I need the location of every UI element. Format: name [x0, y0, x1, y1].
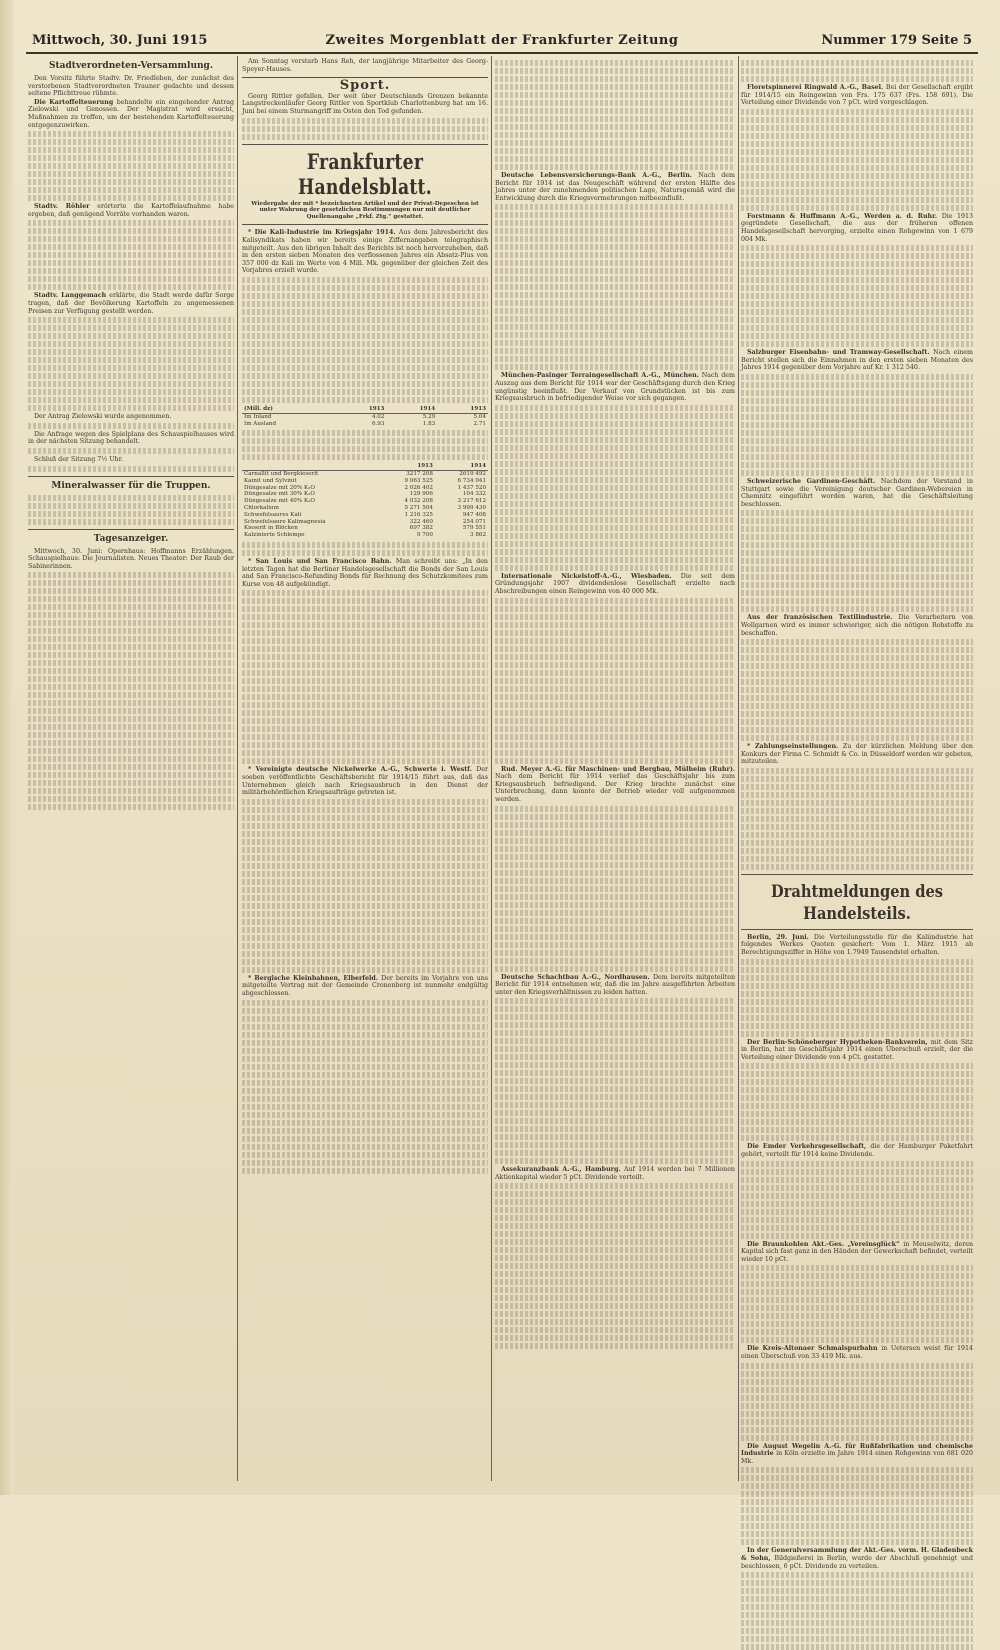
- table-header-cell: 1913: [336, 406, 387, 413]
- table-row: [242, 505, 488, 512]
- article-paragraph: [242, 766, 488, 796]
- article-title: * Die Kali-Industrie im Kriegsjahr 1914.: [248, 229, 399, 237]
- article-title: Schweizerische Gardinen-Geschäft.: [747, 477, 881, 485]
- text-block: [28, 572, 234, 810]
- table-row: [242, 478, 488, 485]
- article-paragraph: [495, 974, 735, 997]
- article-title: In der Generalversammlung der Akt.-Ges. vorm. H. Gladenbeck & Sohn,: [741, 1547, 973, 1562]
- paragraph: Den Vorsitz führte Stadtv. Dr. Friedleben, der zunächst des verstorbenen Stadtverordneten Trauner gedachte und dessen seltene Pflichttreue rühmte.: [28, 75, 234, 98]
- note-paragraph: Der Antrag Zielowski wurde angenommen.: [34, 413, 172, 421]
- section-heading: Tagesanzeiger.: [93, 533, 169, 544]
- article-text: Dem bereits mitgeteilten Bericht für 1914 entnehmen wir, daß die im Jahre ausgeführten Arbeiten unter den Kriegsverhältnissen zu leiden hatten.: [495, 973, 736, 996]
- table-cell: 3 999 430: [457, 505, 486, 512]
- page-spine-shadow: [0, 0, 14, 1495]
- table-cell: 3 217 612: [457, 498, 486, 505]
- table-row: [242, 525, 488, 532]
- table-cell: Schwefelsaure Kalimagnesia: [244, 518, 326, 525]
- article-paragraph: [495, 172, 735, 202]
- table-row: [242, 532, 488, 539]
- table-cell: 2 026 402: [404, 484, 433, 491]
- table-cell: 6.93: [371, 420, 385, 427]
- handelsblatt-masthead: Frankfurter Handelsblatt.: [297, 148, 433, 199]
- article-paragraph: [741, 478, 973, 508]
- article-title: * Vereinigte deutsche Nickelwerke A.-G., Schwerte i. Westf.: [248, 766, 477, 774]
- table-row: [242, 491, 488, 498]
- article-text: Die seit dem Gründungsjahr 1907 dividendenlose Gesellschaft erzielte nach Abschreibungen einen Reingewinn von 40 000 Mk.: [495, 572, 735, 595]
- article-text: Der soeben veröffentlichte Geschäftsbericht für 1914/15 führt aus, daß das Unternehmen gleich nach Kriegsausbruch in den Dienst der militärbehördlichen Kriegsaufträge getreten ist.: [242, 766, 488, 797]
- article-text: mit dem Sitz in Berlin, hat im Geschäftsjahr 1914 einen Überschuß erzielt, der die Verteilung einer Dividende von 4 pCt. gestattet.: [741, 1038, 973, 1061]
- column-divider: [237, 56, 238, 1481]
- table-cell: Düngesalze mit 30% K₂O: [244, 491, 315, 498]
- article-title: Floretspinnerei Ringwald A.-G., Basel.: [747, 84, 886, 91]
- wire-list: [741, 934, 973, 1650]
- article-title: Internationale Nickelstoff-A.-G., Wiesbaden.: [501, 572, 681, 580]
- table-cell: 129 906: [409, 491, 433, 498]
- article-title: * Bergische Kleinbahnen, Elberfeld.: [248, 974, 382, 982]
- table-cell: Düngesalze mit 20% K₂O: [244, 484, 315, 491]
- article-title: Forstmann & Huffmann A.-G., Werden a. d. Ruhr.: [747, 212, 942, 220]
- article-paragraph: [495, 573, 735, 596]
- article-list: [741, 60, 973, 870]
- column-divider: [738, 56, 739, 1481]
- speaker-label: Die Kartoffelteuerung: [34, 98, 117, 106]
- article-paragraph: [242, 229, 488, 275]
- table-row: [242, 413, 488, 420]
- column-4: [741, 58, 974, 1570]
- note-paragraph: Die Anfrage wegen des Spielplans des Schauspielhauses wird in der nächsten Sitzung behandelt.: [28, 430, 234, 446]
- article-paragraph: [741, 1241, 973, 1264]
- table-header-cell: 1913: [437, 406, 488, 413]
- article-paragraph: [741, 213, 973, 243]
- article-text: Aus dem Jahresbericht des Kalisyndikats haben wir bereits einige Ziffernangaben telegraphisch mitgeteilt. Aus den übrigen Inhalt des Berichts ist noch hervorzuheben, daß in den ersten sieben Monaten des verflossenen Jahres ein Absatz-Plus von 357 000 dz Kali im Werte von 4 Mill. Mk. gegenüber der gleichen Zeit des Vorjahres erzielt wurde.: [242, 229, 488, 275]
- table-header-cell: 1914: [435, 463, 488, 470]
- article-text: Zu der kürzlichen Meldung über den Konkurs der Firma C. Schmidt & Co. in Düsseldorf werden wir gebeten, mitzuteilen.: [741, 743, 973, 766]
- article-title: Assekuranzbank A.-G., Hamburg.: [501, 1166, 624, 1174]
- article-paragraph: [28, 292, 234, 315]
- column-3: [495, 58, 735, 1478]
- table-cell: 322 460: [409, 518, 433, 525]
- article-paragraph: [741, 614, 973, 637]
- table-cell: 3 862: [469, 532, 486, 539]
- table-cell: 2.71: [473, 420, 486, 427]
- table-header-cell: 1914: [386, 406, 437, 413]
- article-text: die der Hamburger Paketfahrt gehört, verteilt für 1914 keine Dividende.: [741, 1143, 973, 1159]
- article-text: Die Verteilungsstelle für die Kaliindustrie hat folgendes Werkes Quoten gesichert: Vom 1. März 1915 ab Berechtigungsziffer in Höhe von 1.7949 Tausendstel erhalten.: [741, 933, 973, 957]
- table-cell: 1.83: [422, 420, 436, 427]
- table-cell: 4.02: [371, 413, 385, 420]
- article-text: Nach dem Bericht für 1914 ist das Neugeschäft während der ersten Hälfte des Jahres unter der zunehmenden politischen Lage, Natursgemäß wird die Entwicklung durch die Kriegsvermehrungen mitbeeinflußt.: [495, 172, 735, 202]
- article-paragraph: [741, 349, 973, 372]
- article-list: [28, 99, 234, 387]
- article-text: Nach einem Bericht stellen sich die Einnahmen in den ersten sieben Monaten des Jahres 1914 gegenüber dem Vorjahre auf Kr. 1 312 540.: [741, 349, 973, 372]
- article-paragraph: [741, 1039, 973, 1062]
- agenda-text: Mittwoch, 30. Juni: Opernhaus: Hoffmanns Erzählungen. Schauspielhaus: Die Journalisten. Neues Theater: Der Raub der Sabinerinnen.: [28, 547, 234, 570]
- table-cell: 697 382: [409, 525, 433, 532]
- article-paragraph: [741, 84, 973, 107]
- table-header-cell: [242, 463, 382, 470]
- table-cell: Carnallit und Bergkieserit: [244, 471, 319, 478]
- reprint-notice: Wiedergabe der mit * bezeichneten Artikel und der Privat-Depeschen ist unter Wahrung der gesetzlichen Bestimmungen nur mit deutlicher Quellenangabe „Frkf. Ztg.“ gestattet.: [251, 200, 479, 220]
- table-cell: 4 032 208: [404, 498, 433, 505]
- article-title: Die Emder Verkehrsgesellschaft,: [747, 1143, 871, 1151]
- article-text: Auf 1914 werden bei 7 Millionen Aktienkapital wieder 5 pCt. Dividende verteilt.: [495, 1166, 735, 1181]
- table-cell: Kalzinierte Schlempe: [244, 532, 305, 539]
- table-cell: 947 408: [462, 511, 486, 518]
- article-paragraph: [495, 766, 735, 804]
- table-cell: 9 700: [416, 532, 433, 539]
- table-cell: Kainit und Sylvinit: [244, 477, 297, 484]
- table-cell: 254 071: [462, 518, 486, 525]
- article-text: Bildgießerei in Berlin, wurde der Abschluß genehmigt und beschlossen, 6 pCt. Dividende zu verteilen.: [741, 1554, 973, 1570]
- table-cell: Im Inland: [244, 413, 272, 420]
- table-cell: 1 216 325: [404, 511, 433, 518]
- kali-products-table: [242, 463, 488, 539]
- table-cell: 5.04: [473, 413, 486, 420]
- speaker-label: Stadtv. Röhler: [34, 203, 98, 211]
- article-list: [242, 542, 488, 1174]
- table-row: [242, 519, 488, 526]
- article-paragraph: [741, 1345, 973, 1360]
- article-text: Nach dem Auszug aus dem Bericht für 1914 war der Geschäftsgang durch den Krieg ungünstig beeinflußt. Der Verkauf von Grundstücken ist bis zum Kriegsausbruch in befriedigender Weise vor sich gegangen.: [495, 372, 735, 403]
- article-paragraph: [242, 558, 488, 588]
- article-title: Die August Wegelin A.-G. für Rußfabrikation und chemische Industrie: [741, 1442, 973, 1458]
- section-heading: Stadtverordneten-Versammlung.: [49, 61, 213, 71]
- header-date: Mittwoch, 30. Juni 1915: [32, 33, 208, 48]
- table-row: [242, 471, 488, 478]
- article-text: Nachdem der Vorstand in Stuttgart sowie die Vereinigung deutscher Gardinen-Webereien in Chemnitz eingeführt worden waren, hat die Geschäftsleitung beschlossen.: [741, 477, 974, 508]
- column-1: [28, 58, 234, 1478]
- article-text: Man schreibt uns: „In den letzten Tagen hat die Berliner Handelsgesellschaft die Bonds der San Louis and San Francisco-Refunding Bonds für Rechnung des Schutzkomitees zum Kurse von 48 aufgekündigt.: [242, 558, 488, 588]
- article-text: Nach dem Bericht für 1914 verlief das Geschäftsjahr bis zum Kriegsausbruch befriedigend. Der Krieg brachte zunächst eine Unterbrechung, dann konnte der Betrieb wieder voll aufgenommen werden.: [495, 773, 735, 803]
- table-cell: 9 063 525: [404, 477, 433, 484]
- table-row: [242, 485, 488, 492]
- article-paragraph: [495, 1166, 735, 1181]
- article-title: München-Pasinger Terraingesellschaft A.-G., München.: [501, 372, 702, 380]
- article-title: Berlin, 29. Juni.: [747, 933, 814, 941]
- table-cell: 104 332: [462, 491, 486, 498]
- table-cell: Düngesalze mit 40% K₂O: [244, 498, 315, 505]
- paragraph-text: erklärte, die Stadt werde dafür Sorge tragen, daß der Bevölkerung Kartoffeln zu angemessenen Preisen zur Verfügung gestellt werden.: [28, 292, 234, 315]
- table-cell: 5 271 504: [404, 505, 433, 512]
- article-paragraph: [741, 1143, 973, 1158]
- article-list: [495, 60, 735, 1349]
- article-text: Die 1913 gegründete Gesellschaft, die aus der früheren offenen Handelsgesellschaft hervorging, erzielte einen Rohgewinn von 1 679 004 Mk.: [741, 212, 973, 243]
- table-cell: Chlorkalium: [244, 505, 279, 512]
- table-row: [242, 421, 488, 428]
- article-title: Die Kreis-Altonaer Schmalspurbahn: [747, 1345, 882, 1353]
- article: [242, 229, 488, 403]
- article-paragraph: [28, 99, 234, 129]
- article-title: * Zahlungseinstellungen.: [747, 743, 843, 751]
- article-text: Bei der Gesellschaft ergibt für 1914/15 ein Reingewinn von Frs. 175 637 (Frs. 158 691). Die Verteilung einer Dividende von 7 pCt. wird vorgeschlagen.: [741, 84, 973, 107]
- article-title: * San Louis und San Francisco Bahn.: [248, 558, 396, 566]
- table-cell: 1 437 520: [457, 484, 486, 491]
- header-page-number: Nummer 179 Seite 5: [821, 33, 972, 48]
- article-paragraph: [741, 743, 973, 766]
- table-row: [242, 498, 488, 505]
- kali-table: [242, 406, 488, 427]
- article-text: Die Verarbeitern von Wollgarnen wird es immer schwieriger, sich die nötigen Rohstoffe zu beschaffen.: [741, 614, 973, 637]
- paragraph-text: erörterte die Kartoffelaufnahme habe ergeben, daß genügend Vorräte vorhanden waren.: [28, 203, 234, 218]
- article-title: Salzburger Eisenbahn- und Tramway-Gesellschaft.: [747, 349, 934, 357]
- article-title: Deutsche Schachtbau A.-G., Nordhausen.: [501, 973, 653, 981]
- table-cell: 579 551: [462, 525, 486, 532]
- article-text: in Köln erzielte im Jahre 1914 einen Rohgewinn von 681 020 Mk.: [741, 1450, 973, 1465]
- paragraph: Georg Rittler gefallen. Der weit über Deutschlands Grenzen bekannte Langstreckenläufer Georg Rittler von Sportklub Charlottenburg hat am 16. Juni bei einem Sturmangriff im Osten den Tod gefunden.: [242, 92, 488, 115]
- page-header: [26, 30, 978, 54]
- section-heading: Mineralwasser für die Truppen.: [51, 480, 211, 491]
- article-title: Die Braunkohlen Akt.-Ges. „Vereinsglück“: [747, 1240, 904, 1248]
- speaker-label: Stadtv. Langgemach: [34, 292, 110, 300]
- article-title: Aus der französischen Textilindustrie.: [747, 614, 899, 622]
- table-header-cell: (Mill. dz): [242, 406, 336, 413]
- article-paragraph: [741, 1547, 973, 1570]
- paragraph-text: behandelte ein eingehender Antrag Zielowski und Genossen. Der Magistrat wird ersucht, Maßnahmen zu treffen, um der bestehenden Kartoffelteuerung entgegenzuwirken.: [28, 98, 234, 129]
- table-header-cell: 1913: [382, 463, 435, 470]
- article-paragraph: [28, 203, 234, 218]
- article-text: in Uetersen weist für 1914 einen Überschuß von 33 419 Mk. aus.: [741, 1345, 974, 1360]
- article-text: in Meuselwitz, deren Kapital sich fast ganz in den Händen der Gewerkschaft befindet, verteilt wieder 10 pCt.: [741, 1240, 974, 1263]
- article-text: Der bereits im Vorjahre von uns mitgeteilte Vertrag mit der Gemeinde Cronenberg ist nunmehr endgültig abgeschlossen.: [242, 974, 488, 997]
- table-cell: 6 734 041: [457, 477, 486, 484]
- table-cell: 5.29: [422, 413, 436, 420]
- note-paragraph: Schluß der Sitzung 7½ Uhr.: [34, 455, 124, 463]
- article-paragraph: [495, 372, 735, 402]
- column-divider: [491, 56, 492, 1481]
- drahtmeldungen-heading: Drahtmeldungen des Handelsteils.: [770, 881, 944, 924]
- table-cell: 3217 208: [406, 471, 433, 478]
- header-title: Zweites Morgenblatt der Frankfurter Zeitung: [325, 33, 679, 48]
- article-paragraph: [741, 934, 973, 957]
- sport-heading: Sport.: [339, 78, 391, 94]
- article-title: Rud. Meyer A.-G. für Maschinen- und Bergbau, Mülheim (Ruhr).: [501, 765, 735, 773]
- table-cell: 2619 492: [459, 471, 486, 478]
- table-cell: Kieserit in Blöcken: [244, 525, 298, 532]
- notes-list: [28, 413, 234, 471]
- table-row: [242, 512, 488, 519]
- table-cell: Schwefelsaures Kali: [244, 511, 302, 518]
- paragraph: Am Sonntag verstarb Hans Reh, der langjährige Mitarbeiter des Georg-Speyer-Hauses.: [242, 58, 488, 73]
- table-cell: Im Ausland: [244, 420, 277, 427]
- article-paragraph: [741, 1443, 973, 1466]
- article-title: Deutsche Lebensversicherungs-Bank A.-G., Berlin.: [501, 172, 699, 179]
- article-paragraph: [242, 975, 488, 998]
- column-2: [242, 58, 488, 1478]
- article-title: Der Berlin-Schöneberger Hypotheken-Bankverein,: [747, 1038, 931, 1046]
